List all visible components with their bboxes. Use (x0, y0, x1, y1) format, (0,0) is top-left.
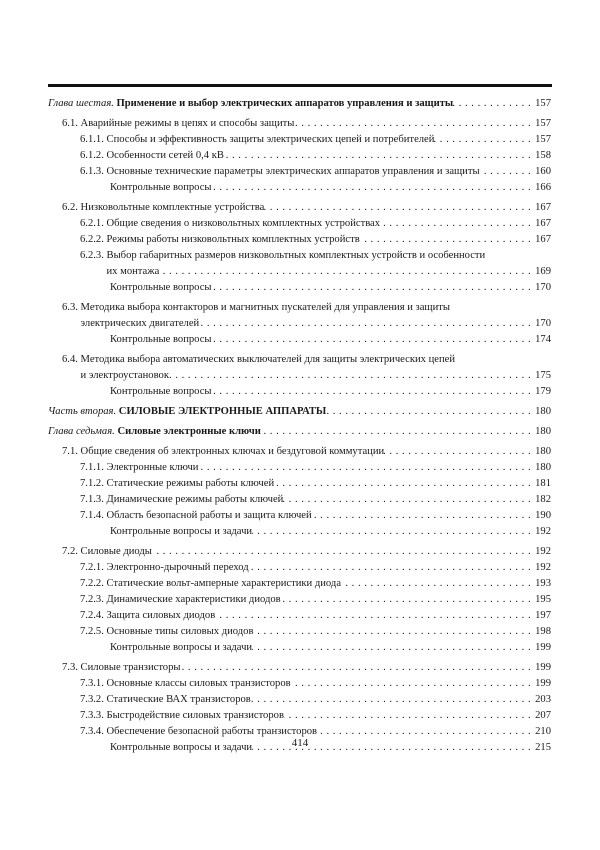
dot-leader (152, 544, 535, 560)
dot-leader (281, 592, 535, 608)
entry-page: 215 (535, 742, 551, 753)
entry-page: 192 (535, 546, 551, 557)
dot-leader (169, 368, 535, 384)
toc-entry[interactable] (48, 492, 551, 508)
entry-number: 7.3.2. (80, 694, 104, 705)
dot-leader (274, 476, 535, 492)
entry-body (107, 132, 552, 148)
entry-page: 199 (535, 642, 551, 653)
entry-number: 7.2. (62, 546, 78, 557)
entry-body (107, 232, 552, 248)
dot-leader (215, 608, 535, 624)
toc-entry[interactable] (48, 200, 551, 216)
entry-title: Особенности сетей 0,4 кВ (106, 150, 224, 161)
entry-number: 6.3. (62, 302, 78, 313)
entry-number: 7.1. (62, 446, 78, 457)
entry-line (81, 316, 551, 332)
entry-line (110, 384, 551, 400)
toc-entry[interactable] (48, 608, 551, 624)
entry-page: 180 (535, 462, 551, 473)
toc-entry[interactable] (48, 692, 551, 708)
entry-page: 157 (535, 134, 551, 145)
toc-entry[interactable] (48, 576, 551, 592)
entry-page: 199 (535, 662, 551, 673)
entry-line (81, 200, 551, 216)
entry-line (48, 404, 551, 420)
entry-number: 6.1. (62, 118, 78, 129)
toc-entry[interactable] (48, 560, 551, 576)
dot-leader (294, 116, 535, 132)
entry-number: 6.2.2. (80, 234, 104, 245)
entry-title: Обеспечение безопасной работы транзисторов (106, 726, 318, 737)
dot-leader (261, 424, 535, 440)
entry-page: 203 (535, 694, 551, 705)
dot-leader (224, 148, 535, 164)
entry-number: 7.3. (62, 662, 78, 673)
entry-line (107, 148, 552, 164)
entry-page: 207 (535, 710, 551, 721)
entry-title-text: СИЛОВЫЕ ЭЛЕКТРОННЫЕ АППАРАТЫ (118, 406, 327, 417)
entry-line (107, 592, 552, 608)
entry-body (110, 332, 551, 348)
entry-title: Способы и эффективность защиты электрических цепей и потребителей (106, 134, 435, 145)
entry-number: 7.3.1. (80, 678, 104, 689)
dot-leader (212, 280, 536, 296)
entry-page: 197 (535, 610, 551, 621)
entry-page: 180 (535, 426, 551, 437)
entry-page: 180 (535, 446, 551, 457)
dot-leader (480, 164, 536, 180)
dot-leader (341, 576, 535, 592)
entry-title: Статические вольт-амперные характеристики диода (106, 578, 342, 589)
entry-line (107, 476, 552, 492)
entry-number: 7.3.4. (80, 726, 104, 737)
entry-title: Статические режимы работы ключей (106, 478, 275, 489)
entry-page: 170 (535, 318, 551, 329)
entry-line (107, 492, 552, 508)
entry-body (81, 116, 551, 132)
entry-body (107, 460, 552, 476)
toc-entry[interactable] (48, 676, 551, 692)
entry-body (107, 624, 552, 640)
entry-body (110, 180, 551, 196)
entry-title (48, 96, 453, 112)
table-of-contents (48, 96, 551, 756)
entry-title: Методика выбора автоматических выключателей для защиты электрических цепей (80, 354, 456, 365)
entry-page: 175 (535, 370, 551, 381)
dot-leader (284, 708, 535, 724)
entry-body (107, 692, 552, 708)
entry-title: Аварийные режимы в цепях и способы защиты (80, 118, 295, 129)
entry-title: Защита силовых диодов (106, 610, 216, 621)
page-number: 414 (291, 737, 309, 749)
entry-number: 7.2.4. (80, 610, 104, 621)
dot-leader (264, 200, 535, 216)
entry-line (107, 624, 552, 640)
entry-body (48, 96, 551, 112)
dot-leader (249, 560, 535, 576)
entry-page: 190 (535, 510, 551, 521)
toc-entry[interactable] (48, 524, 551, 540)
entry-line (107, 560, 552, 576)
toc-entry[interactable] (48, 116, 551, 132)
entry-line (110, 524, 551, 540)
toc-entry[interactable] (48, 352, 551, 384)
entry-page: 169 (535, 266, 551, 277)
entry-page: 192 (535, 562, 551, 573)
entry-body (107, 508, 552, 524)
toc-entry[interactable] (48, 232, 551, 248)
entry-page: 210 (535, 726, 551, 737)
entry-page: 157 (535, 98, 551, 109)
entry-page: 158 (535, 150, 551, 161)
entry-body (81, 660, 551, 676)
entry-title: Основные классы силовых транзисторов (106, 678, 291, 689)
entry-title: Статические ВАХ транзисторов (106, 694, 251, 705)
entry-number: 6.4. (62, 354, 78, 365)
entry-title: Контрольные вопросы (110, 334, 212, 345)
toc-entry[interactable] (48, 660, 551, 676)
entry-body (107, 676, 552, 692)
toc-entry[interactable] (48, 248, 551, 280)
entry-title-text: Силовые электронные ключи (117, 426, 261, 437)
toc-entry[interactable] (48, 424, 551, 440)
entry-body (110, 280, 551, 296)
entry-line (107, 708, 552, 724)
entry-title: Быстродействие силовых транзисторов (106, 710, 284, 721)
entry-number: 7.3.3. (80, 710, 104, 721)
dot-leader (212, 180, 536, 196)
entry-line (48, 424, 551, 440)
entry-line (107, 264, 552, 280)
entry-line (107, 164, 552, 180)
entry-title: и электроустановок (80, 370, 169, 381)
toc-entry[interactable] (48, 544, 551, 560)
entry-number: 7.2.3. (80, 594, 104, 605)
entry-line (48, 96, 551, 112)
dot-leader (326, 404, 535, 420)
entry-line (107, 216, 552, 232)
entry-page: 193 (535, 578, 551, 589)
entry-title: Низковольтные комплектные устройства (80, 202, 265, 213)
dot-leader (253, 624, 535, 640)
entry-body (110, 524, 551, 540)
entry-body (107, 248, 552, 280)
entry-body (81, 300, 551, 332)
entry-body (81, 544, 551, 560)
toc-entry[interactable] (48, 132, 551, 148)
entry-line (81, 444, 551, 460)
entry-page: 166 (535, 182, 551, 193)
dot-leader (251, 692, 535, 708)
dot-leader (384, 444, 535, 460)
entry-page: 170 (535, 282, 551, 293)
entry-body (107, 592, 552, 608)
entry-title-text: Применение и выбор электрических аппаратов управления и защиты (116, 98, 454, 109)
entry-number: 6.1.1. (80, 134, 104, 145)
entry-number: 7.2.5. (80, 626, 104, 637)
entry-body (107, 708, 552, 724)
entry-prefix: Часть вторая. (48, 406, 117, 417)
toc-entry[interactable] (48, 180, 551, 196)
dot-leader (199, 316, 535, 332)
entry-page: 160 (535, 166, 551, 177)
entry-body (48, 424, 551, 440)
entry-page: 198 (535, 626, 551, 637)
entry-body (107, 476, 552, 492)
entry-title: Контрольные вопросы и задачи (110, 742, 253, 753)
toc-entry[interactable] (48, 96, 551, 112)
entry-line (107, 608, 552, 624)
toc-entry[interactable] (48, 444, 551, 460)
entry-line (107, 460, 552, 476)
dot-leader (291, 676, 535, 692)
entry-body (107, 560, 552, 576)
entry-line (107, 676, 552, 692)
entry-page: 167 (535, 202, 551, 213)
entry-number: 7.2.2. (80, 578, 104, 589)
entry-title (48, 404, 326, 420)
entry-title: Общие сведения о низковольтных комплектных устройствах (106, 218, 381, 229)
toc-entry[interactable] (48, 216, 551, 232)
entry-title: Контрольные вопросы (110, 386, 212, 397)
toc-entry[interactable] (48, 300, 551, 332)
toc-entry[interactable] (48, 708, 551, 724)
entry-body (107, 164, 552, 180)
entry-page: 179 (535, 386, 551, 397)
dot-leader (252, 524, 535, 540)
entry-title: Методика выбора контакторов и магнитных пускателей для управления и защиты (80, 302, 451, 313)
toc-entry[interactable] (48, 624, 551, 640)
entry-line (110, 180, 551, 196)
entry-page: 167 (535, 234, 551, 245)
entry-title: Силовые транзисторы (80, 662, 181, 673)
dot-leader (453, 96, 535, 112)
entry-title: Основные типы силовых диодов (106, 626, 254, 637)
entry-line (110, 280, 551, 296)
entry-number: 6.2. (62, 202, 78, 213)
toc-entry[interactable] (48, 640, 551, 656)
toc-entry[interactable] (48, 404, 551, 420)
dot-leader (181, 660, 536, 676)
entry-title: Режимы работы низковольтных комплектных устройств (106, 234, 360, 245)
entry-page: 195 (535, 594, 551, 605)
entry-title: электрических двигателей (80, 318, 200, 329)
dot-leader (252, 640, 535, 656)
entry-title: Динамические режимы работы ключей (106, 494, 284, 505)
entry-title: Контрольные вопросы (110, 182, 212, 193)
toc-entry[interactable] (48, 332, 551, 348)
header-rule (48, 84, 552, 87)
entry-body (107, 148, 552, 164)
entry-body (81, 200, 551, 216)
entry-line (107, 132, 552, 148)
dot-leader (198, 460, 535, 476)
entry-title: Контрольные вопросы (110, 282, 212, 293)
entry-prefix: Глава седьмая. (48, 426, 115, 437)
entry-page: 181 (535, 478, 551, 489)
entry-number: 7.1.3. (80, 494, 104, 505)
entry-title: Область безопасной работы и защита ключей (106, 510, 312, 521)
entry-title: Контрольные вопросы и задачи (110, 526, 253, 537)
entry-title: Общие сведения об электронных ключах и бездуговой коммутации (80, 446, 385, 457)
entry-title: Динамические характеристики диодов (106, 594, 281, 605)
entry-line (107, 232, 552, 248)
toc-entry[interactable] (48, 460, 551, 476)
entry-title: Электронные ключи (106, 462, 199, 473)
toc-entry[interactable] (48, 508, 551, 524)
toc-entry[interactable] (48, 592, 551, 608)
entry-title: Силовые диоды (80, 546, 152, 557)
entry-number: 7.1.4. (80, 510, 104, 521)
dot-leader (212, 384, 536, 400)
dot-leader (212, 332, 536, 348)
entry-line (110, 640, 551, 656)
toc-entry[interactable] (48, 148, 551, 164)
entry-number: 7.2.1. (80, 562, 104, 573)
entry-line (107, 576, 552, 592)
entry-page: 157 (535, 118, 551, 129)
entry-title: Электронно-дырочный переход (106, 562, 249, 573)
entry-number: 6.1.3. (80, 166, 104, 177)
entry-page: 192 (535, 526, 551, 537)
toc-entry[interactable] (48, 384, 551, 400)
entry-body (81, 352, 551, 384)
entry-title (48, 424, 261, 440)
entry-line (107, 508, 552, 524)
dot-leader (380, 216, 535, 232)
entry-body (107, 492, 552, 508)
entry-title: Контрольные вопросы и задачи (110, 642, 253, 653)
dot-leader (159, 264, 535, 280)
entry-prefix: Глава шестая. (48, 98, 114, 109)
toc-entry[interactable] (48, 280, 551, 296)
dot-leader (312, 508, 535, 524)
entry-line (81, 116, 551, 132)
dot-leader (434, 132, 535, 148)
entry-body (110, 640, 551, 656)
entry-line (81, 368, 551, 384)
entry-body (107, 216, 552, 232)
entry-title: Основные технические параметры электрических аппаратов управления и защиты (106, 166, 480, 177)
entry-body (107, 608, 552, 624)
entry-number: 7.1.2. (80, 478, 104, 489)
entry-number: 6.2.3. (80, 250, 104, 261)
entry-page: 167 (535, 218, 551, 229)
entry-page: 174 (535, 334, 551, 345)
entry-body (110, 384, 551, 400)
entry-number: 6.2.1. (80, 218, 104, 229)
entry-page: 199 (535, 678, 551, 689)
toc-entry[interactable] (48, 476, 551, 492)
dot-leader (360, 232, 535, 248)
entry-body (81, 444, 551, 460)
entry-line (81, 660, 551, 676)
entry-page: 180 (535, 406, 551, 417)
entry-line (81, 544, 551, 560)
entry-number: 7.1.1. (80, 462, 104, 473)
entry-line (110, 332, 551, 348)
entry-number: 6.1.2. (80, 150, 104, 161)
entry-line (107, 692, 552, 708)
toc-entry[interactable] (48, 164, 551, 180)
entry-title: их монтажа (106, 266, 160, 277)
entry-body (107, 576, 552, 592)
entry-page: 182 (535, 494, 551, 505)
entry-body (48, 404, 551, 420)
entry-title: Выбор габаритных размеров низковольтных комплектных устройств и особенности (106, 250, 486, 261)
dot-leader (283, 492, 535, 508)
